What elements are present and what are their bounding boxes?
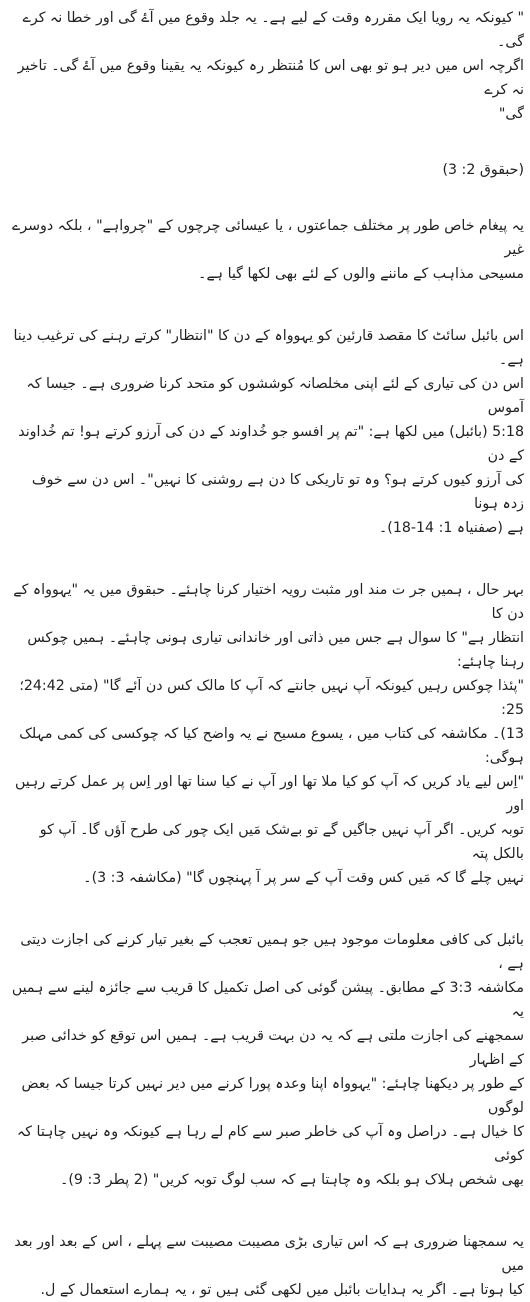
text-line: گی" <box>498 106 524 122</box>
text-line: مسیحی مذاہب کے ماننے والوں کے لئے بھی لکھا گیا ہے۔ <box>198 266 524 282</box>
text-line: "پئذا چوکس رہیں کیونکہ آپ نہیں جانتے کہ آپ کا مالک کس دن آئے گا" (متی 24:42؛ 25: <box>19 678 524 718</box>
text-line: انتظار ہے" کا سوال ہے جس میں ذاتی اور خاندانی تیاری ہونی چاہئے۔ ہمیں چوکس رہنا چاہئے: <box>27 630 524 670</box>
text-line: کی آرزو کیوں کرتے ہو؟ وہ تو تاریکی کا دن ہے روشنی کا نہیں"۔ اس دن سے خوف زدہ ہونا <box>31 472 524 512</box>
text-line: نہیں چلے گا کہ مَیں کس وقت آپ کے سر پر آ پہنچوں گا" (مکاشفہ 3: 3)۔ <box>83 870 524 886</box>
text-line: 5:18 (بائبل) میں لکھا ہے: "تم پر افسو جو خُداوند کے دن کی آرزو کرتے ہو! تم خُداوند کے دن <box>18 424 524 464</box>
text-line: 13)۔ مکاشفہ کی کتاب میں ، یسوع مسیح نے یہ واضح کیا کہ چوکسی کی کمی مہلک ہوگی: <box>19 726 524 766</box>
text-line: بھی شخص ہلاک ہو بلکہ وہ چاہتا ہے کہ سب لوگ توبہ کریں" (2 پطر 3: 9)۔ <box>60 1172 524 1188</box>
knowledge-paragraph <box>8 928 524 1192</box>
attitude-paragraph <box>8 578 524 890</box>
text-line: یہ پیغام خاص طور پر مختلف جماعتوں ، یا عیسائی چرچوں کے "چرواہے" ، بلکہ دوسرے غیر <box>12 218 524 258</box>
text-line: ہے (صفنیاہ 1: 14-18)۔ <box>378 520 524 536</box>
text-line: کیا ہوتا ہے۔ اگر یہ ہدایات بائبل میں لکھی گئی ہیں تو ، یہ ہمارے استعمال کے ل. <box>40 1282 524 1298</box>
text-line: مکاشفہ 3:3 کے مطابق۔ پیشن گوئی کی اصل تکمیل کا قریب سے جائزہ لینے سے ہمیں یہ <box>11 980 524 1020</box>
text-line: " کیونکہ یہ رویا ایک مقررہ وقت کے لیے ہے۔ یہ جلد وقوع میں آۓ گی اور خطا نہ کرے گی۔ <box>22 10 524 50</box>
text-line: کے طور پر دیکھنا چاہئے: "یہوواہ اپنا وعدہ پورا کرنے میں دیر نہیں کرتا جیسا کہ بعض لوگوں <box>21 1076 524 1116</box>
audience-paragraph <box>8 214 524 286</box>
text-line: اس بائبل سائٹ کا مقصد قارئین کو یہوواہ کے دن کا "انتظار" کرتے رہنے کی ترغیب دینا ہے۔ <box>13 328 524 368</box>
text-line: اگرچہ اس میں دیر ہو تو بھی اس کا مُنتظر رہ کیونکہ یہ یقینا وقوع میں آۓ گی۔ تاخیر نہ کرے <box>17 58 524 98</box>
purpose-paragraph <box>8 324 524 540</box>
closing-paragraph <box>8 1230 524 1302</box>
text-line: کا خیال ہے۔ دراصل وہ آپ کی خاطر صبر سے کام لے رہا ہے کیونکہ وہ نہیں چاہتا کہ کوئی <box>16 1124 524 1164</box>
text-line: توبہ کریں۔ اگر آپ نہیں جاگیں گے تو بےشک مَیں ایک چور کی طرح آؤں گا۔ آپ کو بالکل پتہ <box>39 822 524 862</box>
habakkuk-citation <box>8 158 524 182</box>
text-line: یہ سمجھنا ضروری ہے کہ اس تیاری بڑی مصیبت مصیبت سے پہلے ، اس کے بعد اور بعد میں <box>14 1234 524 1274</box>
text-line: "اِس لیے یاد کریں کہ آپ کو کیا ملا تھا اور آپ نے کیا سنا تھا اور اِس پر عمل کرتے رہیں اور <box>14 774 524 814</box>
text-line: سمجھنے کی اجازت ملتی ہے کہ یہ دن بہت قریب ہے۔ ہمیں اس توقع کو خدائی صبر کے اظہار <box>22 1028 524 1068</box>
text-line: بائبل کی کافی معلومات موجود ہیں جو ہمیں تعجب کے بغیر تیار کرنے کی اجازت دیتی ہے ، <box>20 932 524 972</box>
text-line: بہر حال ، ہمیں جر ت مند اور مثبت رویہ اختیار کرنا چاہئے۔ حبقوق میں یہ "یہوواہ کے دن کا <box>13 582 524 622</box>
habakkuk-quote-paragraph <box>8 6 524 126</box>
text-line: اس دن کی تیاری کے لئے اپنی مخلصانہ کوششوں کو متحد کرنا ضروری ہے۔ جیسا کہ آموس <box>26 376 524 416</box>
text-line: (حبقوق 2: 3) <box>442 162 524 178</box>
